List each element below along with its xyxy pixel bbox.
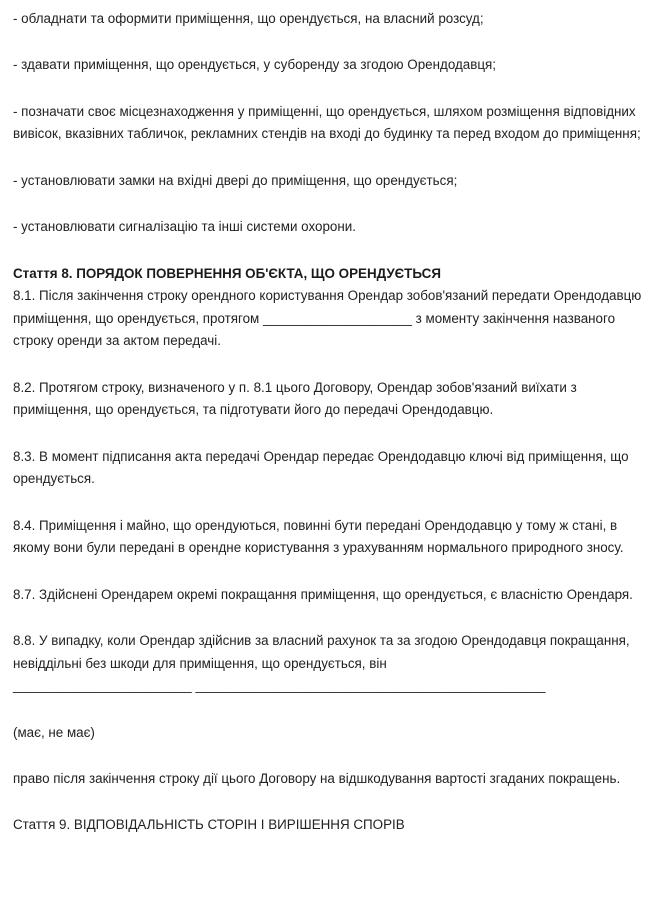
list-item: - обладнати та оформити приміщення, що орендується, на власний розсуд; bbox=[13, 11, 484, 26]
clause-8-8-blank-1: ________________________ bbox=[13, 678, 192, 694]
clause-8-2: 8.2. Протягом строку, визначеного у п. 8.1 цього Договору, Орендар зобов'язаний виїхати з приміщення, що орендується, та підготувати його до передачі Орендодавцю. bbox=[13, 379, 577, 418]
list-item: - здавати приміщення, що орендується, у суборенду за згодою Орендодавця; bbox=[13, 57, 496, 73]
list-item: - установлювати замки на вхідні двері до приміщення, що орендується; bbox=[13, 172, 458, 188]
clause-8-8 bbox=[13, 630, 643, 698]
clause-8-8-blank-2: _______________________________________________ bbox=[195, 678, 546, 694]
clause-8-1-text-end: з моменту закінчення названого строку оренди за актом передачі. bbox=[13, 310, 616, 349]
article-8-heading: Стаття 8. ПОРЯДОК ПОВЕРНЕННЯ ОБ'ЄКТА, ЩО ОРЕНДУЄТЬСЯ bbox=[13, 265, 441, 281]
clause-8-8-option: (має, не має) bbox=[13, 724, 95, 740]
clause-8-7: 8.7. Здійснені Орендарем окремі покращання приміщення, що орендується, є власністю Орендаря. bbox=[13, 586, 633, 602]
list-item: - позначати своє місцезнаходження у приміщенні, що орендується, шляхом розміщення відповідних вивісок, вказівних табличок, рекламних стендів на вході до будинку та перед входом до приміщення; bbox=[13, 103, 641, 142]
clause-8-4: 8.4. Приміщення і майно, що орендуються, повинні бути передані Орендодавцю у тому ж стані, в якому вони були передані в орендне користування з урахуванням нормального природного зносу. bbox=[13, 517, 624, 556]
document-body bbox=[13, 8, 643, 861]
article-9-heading: Стаття 9. ВІДПОВІДАЛЬНІСТЬ СТОРІН І ВИРІШЕННЯ СПОРІВ bbox=[13, 817, 405, 833]
clause-8-8-text: 8.8. У випадку, коли Орендар здійснив за власний рахунок та за згодою Орендодавця покращання, невіддільні без шкоди для приміщення, що орендується, він bbox=[13, 633, 630, 671]
list-item: - установлювати сигналізацію та інші системи охорони. bbox=[13, 219, 356, 235]
clause-8-8-continuation: право після закінчення строку дії цього Договору на відшкодування вартості згаданих покращень. bbox=[13, 771, 621, 787]
clause-8-1-blank: ____________________ bbox=[262, 310, 412, 326]
clause-8-3: 8.3. В момент підписання акта передачі Орендар передає Орендодавцю ключі від приміщення, що орендується. bbox=[13, 448, 629, 487]
clause-8-1-text-start: 8.1. Після закінчення строку орендного користування Орендар зобов'язаний передати Орендодавцю приміщення, що орендується, протягом bbox=[13, 288, 642, 326]
clause-8-1 bbox=[13, 285, 643, 353]
